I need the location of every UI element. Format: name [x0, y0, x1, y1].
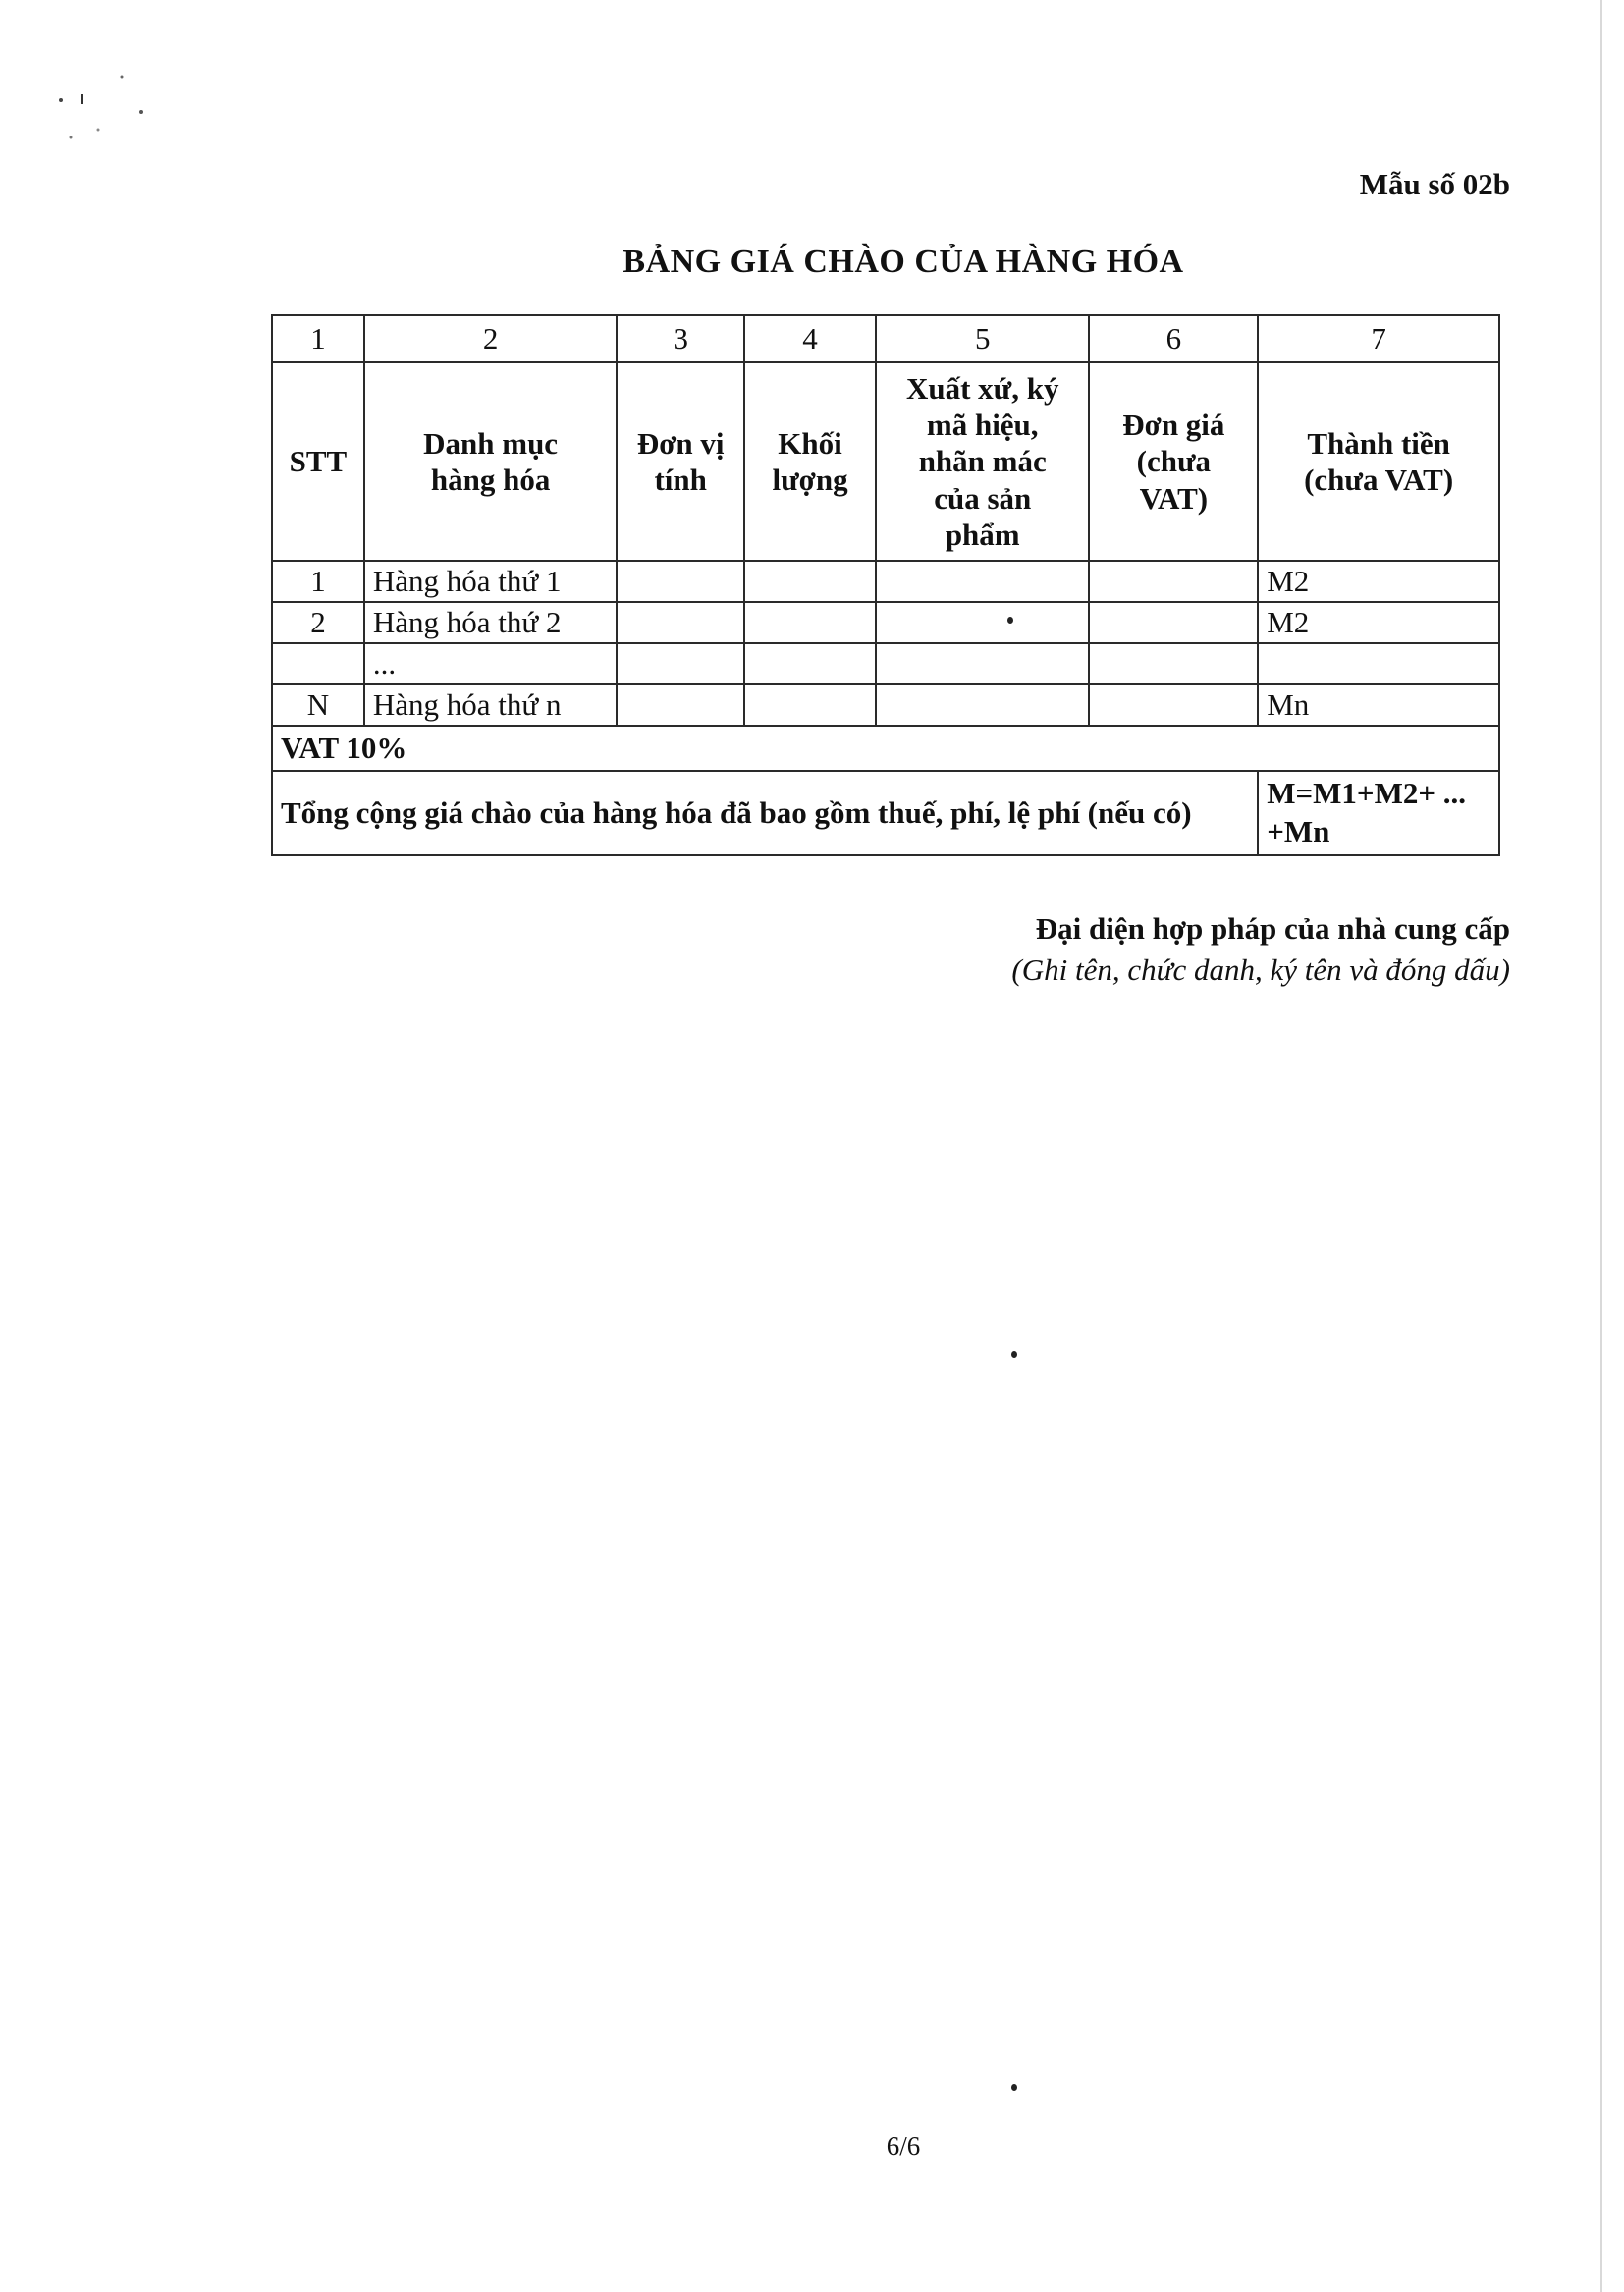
column-number-row [272, 315, 1499, 362]
table-row [272, 643, 1499, 684]
header-quantity: Khối lượng [744, 362, 876, 561]
column-number: 1 [272, 315, 364, 362]
column-number: 4 [744, 315, 876, 362]
scan-edge [1600, 0, 1602, 2292]
cell-origin [876, 684, 1090, 726]
signature-note: (Ghi tên, chức danh, ký tên và đóng dấu) [1011, 953, 1510, 987]
cell-unit-price [1089, 602, 1258, 643]
cell-item: Hàng hóa thứ 1 [364, 561, 617, 602]
cell-stt: 1 [272, 561, 364, 602]
scan-dot [1011, 1351, 1017, 1358]
table-row [272, 684, 1499, 726]
total-value: M=M1+M2+ ... +Mn [1258, 771, 1499, 855]
column-number: 6 [1089, 315, 1258, 362]
cell-unit [617, 684, 744, 726]
header-unit-price: Đơn giá (chưa VAT) [1089, 362, 1258, 561]
header-stt: STT [272, 362, 364, 561]
vat-row [272, 726, 1499, 771]
cell-amount: M2 [1258, 561, 1499, 602]
cell-origin [876, 643, 1090, 684]
page-number: 6/6 [886, 2131, 921, 2160]
cell-unit [617, 602, 744, 643]
scan-dot [1007, 617, 1013, 624]
column-number: 3 [617, 315, 744, 362]
cell-unit-price [1089, 561, 1258, 602]
column-number: 2 [364, 315, 617, 362]
column-header-row [272, 362, 1499, 561]
total-label: Tổng cộng giá chào của hàng hóa đã bao gồm thuế, phí, lệ phí (nếu có) [272, 771, 1258, 855]
cell-item: ... [364, 643, 617, 684]
signature-title: Đại diện hợp pháp của nhà cung cấp [1035, 911, 1510, 946]
scan-dot [1011, 2084, 1017, 2091]
header-amount: Thành tiền (chưa VAT) [1258, 362, 1499, 561]
vat-label: VAT 10% [272, 726, 1499, 771]
cell-stt [272, 643, 364, 684]
scan-specks [49, 69, 157, 177]
cell-stt: 2 [272, 602, 364, 643]
cell-origin [876, 561, 1090, 602]
cell-amount: Mn [1258, 684, 1499, 726]
cell-quantity [744, 643, 876, 684]
header-unit: Đơn vị tính [617, 362, 744, 561]
column-number: 7 [1258, 315, 1499, 362]
cell-origin [876, 602, 1090, 643]
cell-amount: M2 [1258, 602, 1499, 643]
form-number: Mẫu số 02b [1359, 167, 1510, 201]
cell-unit [617, 561, 744, 602]
cell-quantity [744, 602, 876, 643]
cell-stt: N [272, 684, 364, 726]
document-title: BẢNG GIÁ CHÀO CỦA HÀNG HÓA [623, 244, 1184, 280]
signature-block [1011, 911, 1510, 988]
table-row [272, 602, 1499, 643]
cell-unit-price [1089, 643, 1258, 684]
cell-amount [1258, 643, 1499, 684]
total-row [272, 771, 1499, 855]
cell-unit-price [1089, 684, 1258, 726]
table-row [272, 561, 1499, 602]
cell-quantity [744, 561, 876, 602]
header-item-list: Danh mục hàng hóa [364, 362, 617, 561]
cell-quantity [744, 684, 876, 726]
column-number: 5 [876, 315, 1090, 362]
price-quote-table [271, 314, 1500, 856]
cell-item: Hàng hóa thứ n [364, 684, 617, 726]
header-origin: Xuất xứ, ký mã hiệu, nhãn mác của sản phẩm [876, 362, 1090, 561]
cell-item: Hàng hóa thứ 2 [364, 602, 617, 643]
cell-unit [617, 643, 744, 684]
